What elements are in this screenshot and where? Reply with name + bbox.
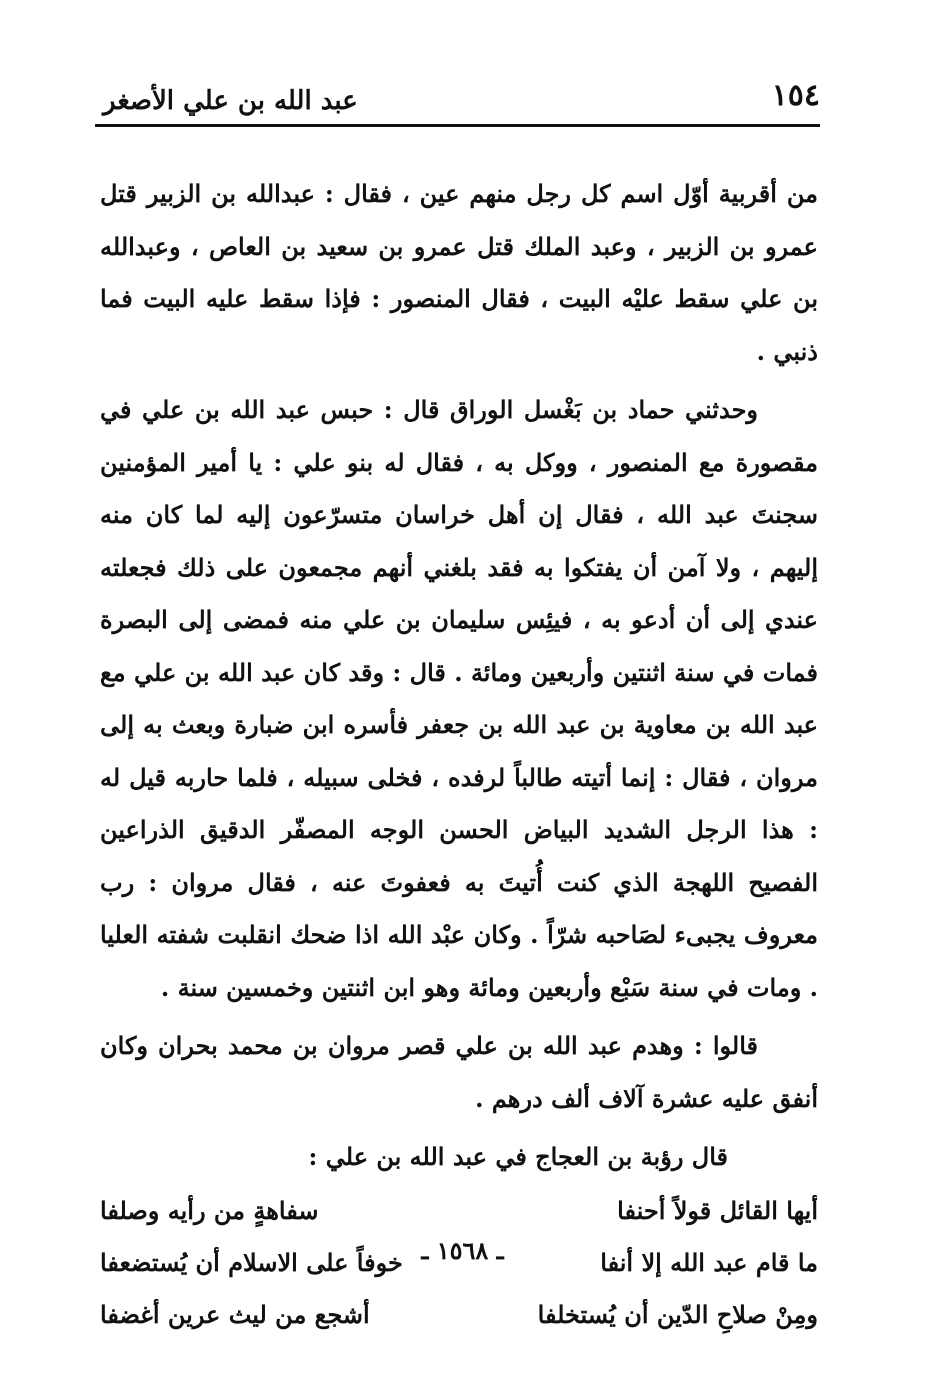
poem-verse — [100, 1185, 818, 1237]
body-text — [100, 168, 818, 1341]
page-footer-number: ـ ١٥٦٨ ـ — [421, 1236, 504, 1265]
header-rule — [95, 124, 820, 127]
verse-second-hemistich: أشجع من ليث عرين أغضفا — [100, 1300, 370, 1329]
page-header — [95, 78, 820, 122]
running-title: عبد الله بن علي الأصغر — [103, 86, 358, 116]
paragraph: وحدثني حماد بن بَغْسل الوراق قال : حبس عبد الله بن علي في مقصورة مع المنصور ، ووكل به ، فقال له بنو علي : يا أمير المؤمنين سجنتَ عبد الله ، فقال إن أهل خراسان متسرّعون إليه لما كان منه إليهم ، ولا آمن أن يفتكوا به فقد بلغني أنهم مجمعون على ذلك فجعلته عندي إلى أن أدعو به ، فيئِس سليمان بن علي منه فمضى إلى البصرة فمات في سنة اثنتين وأربعين ومائة . قال : وقد كان عبد الله بن علي مع عبد الله بن معاوية بن عبد الله بن جعفر فأسره ابن ضبارة وبعث به إلى مروان ، فقال : إنما أتيته طالباً لرفده ، فخلى سبيله ، فلما حاربه قيل له : هذا الرجل الشديد البياض الحسن الوجه المصفّر الدقيق الذراعين الفصيح اللهجة الذي كنت أُتيتَ به فعفوتَ عنه ، فقال مروان : رب معروف يجبىء لصَاحبه شرّاً . وكان عبْد الله اذا ضحك انقلبت شفته العليا . ومات في سنة سَبْع وأربعين ومائة وهو ابن اثنتين وخمسين سنة . — [100, 395, 818, 1002]
verse-second-hemistich: سفاهةٍ من رأيه وصلفا — [100, 1196, 319, 1225]
verse-first-hemistich: أيها القائل قولاً أحنفا — [617, 1196, 818, 1225]
verse-first-hemistich: ما قام عبد الله إلا أنفا — [600, 1248, 818, 1277]
poem-intro: قال رؤبة بن العجاج في عبد الله بن علي : — [308, 1142, 728, 1171]
paragraph: من أقربية أوّل اسم كل رجل منهم عين ، فقال : عبدالله بن الزبير قتل عمرو بن الزبير ، وعبد الملك قتل عمرو بن سعيد بن العاص ، وعبدالله بن علي سقط عليْه البيت ، فقال المنصور : فإذا سقط عليه البيت فما ذنبي . — [100, 179, 818, 366]
paragraph: قالوا : وهدم عبد الله بن علي قصر مروان بن محمد بحران وكان أنفق عليه عشرة آلاف ألف درهم . — [100, 1031, 818, 1113]
verse-first-hemistich: ومِنْ صلاحِ الدّين أن يُستخلفا — [537, 1300, 818, 1329]
verse-second-hemistich: خوفاً على الاسلام أن يُستضعفا — [100, 1248, 403, 1277]
page-number: ١٥٤ — [771, 78, 820, 113]
poem-verse — [100, 1289, 818, 1341]
